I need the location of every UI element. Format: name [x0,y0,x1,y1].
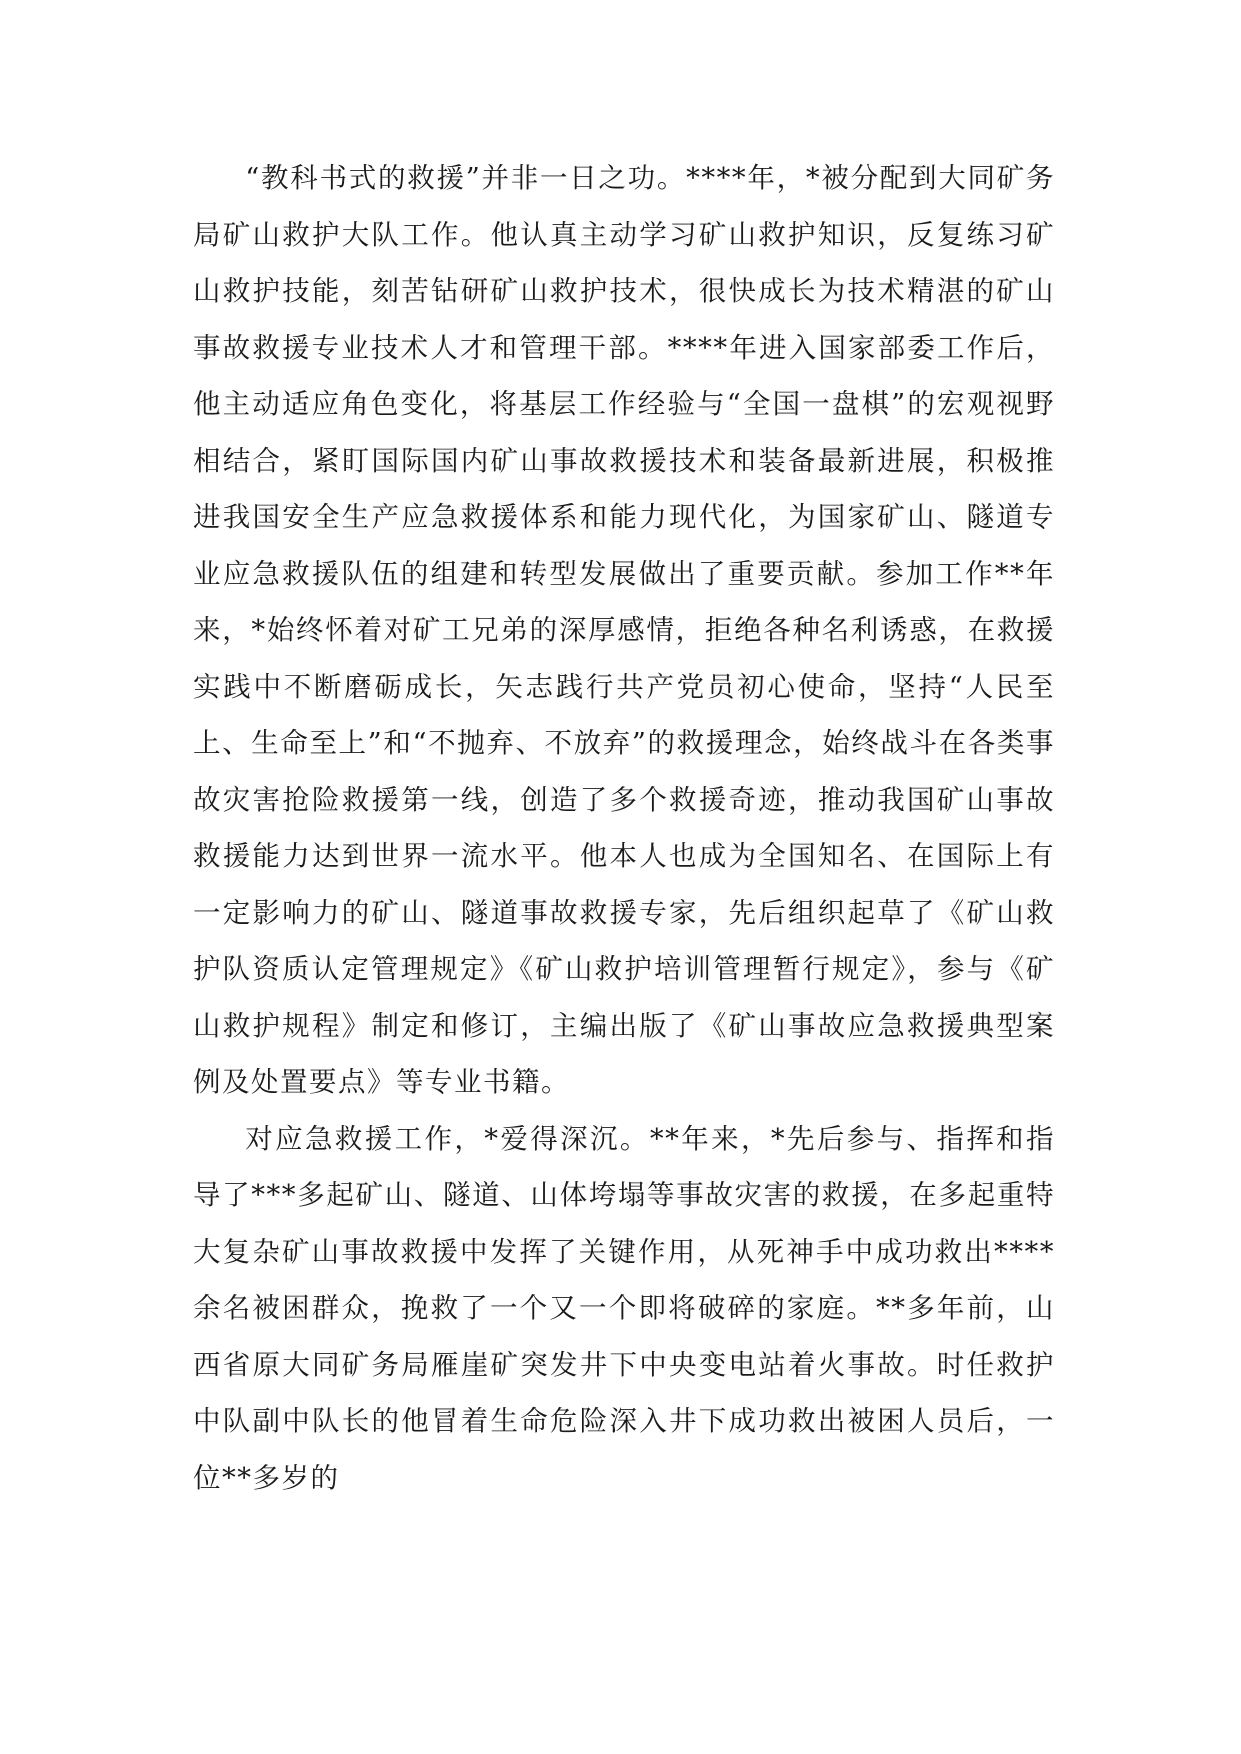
paragraph-1: “教科书式的救援”并非一日之功。****年，*被分配到大同矿务局矿山救护大队工作。他认真主动学习矿山救护知识，反复练习矿山救护技能，刻苦钻研矿山救护技术，很快成长为技术精湛的矿山事故救援专业技术人才和管理干部。****年进入国家部委工作后，他主动适应角色变化，将基层工作经验与“全国一盘棋”的宏观视野相结合，紧盯国际国内矿山事故救援技术和装备最新进展，积极推进我国安全生产应急救援体系和能力现代化，为国家矿山、隧道专业应急救援队伍的组建和转型发展做出了重要贡献。参加工作**年来，*始终怀着对矿工兄弟的深厚感情，拒绝各种名利诱惑，在救援实践中不断磨砺成长，矢志践行共产党员初心使命，坚持“人民至上、生命至上”和“不抛弃、不放弃”的救援理念，始终战斗在各类事故灾害抢险救援第一线，创造了多个救援奇迹，推动我国矿山事故救援能力达到世界一流水平。他本人也成为全国知名、在国际上有一定影响力的矿山、隧道事故救援专家，先后组织起草了《矿山救护队资质认定管理规定》《矿山救护培训管理暂行规定》，参与《矿山救护规程》制定和修订，主编出版了《矿山事故应急救援典型案例及处置要点》等专业书籍。 [193,162,1055,1098]
paragraph-2: 对应急救援工作，*爱得深沉。**年来，*先后参与、指挥和指导了***多起矿山、隧道、山体垮塌等事故灾害的救援，在多起重特大复杂矿山事故救援中发挥了关键作用，从死神手中成功救出****余名被困群众，挽救了一个又一个即将破碎的家庭。**多年前，山西省原大同矿务局雁崖矿突发井下中央变电站着火事故。时任救护中队副中队长的他冒着生命危险深入井下成功救出被困人员后，一位**多岁的 [193,1122,1055,1494]
document-body [193,150,1055,1506]
